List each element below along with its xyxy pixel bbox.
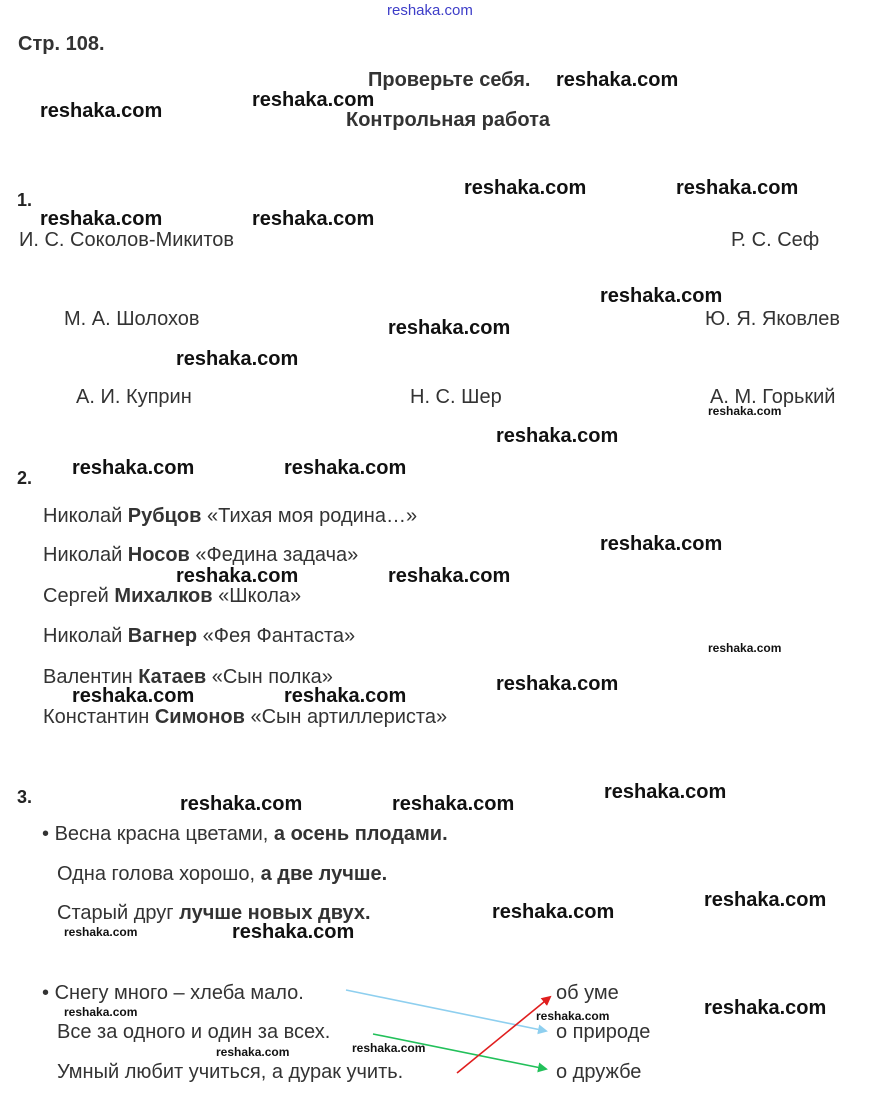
watermark: reshaka.com — [708, 641, 782, 655]
task3-number: 3. — [17, 787, 33, 807]
author-item: М. А. Шолохов — [64, 308, 200, 330]
author-first-name: Сергей — [43, 585, 115, 607]
proverb-start: Одна голова хорошо, — [57, 863, 261, 885]
bullet: • — [42, 823, 50, 845]
watermark: reshaka.com — [556, 69, 679, 91]
author-item: Н. С. Шер — [410, 386, 502, 408]
watermark: reshaka.com — [600, 533, 723, 555]
author-last-name: Катаев — [138, 666, 207, 688]
page-number: Стр. 108. — [18, 33, 105, 55]
watermark: reshaka.com — [496, 673, 619, 695]
watermark: reshaka.com — [392, 793, 515, 815]
match-right-item: о природе — [556, 1021, 651, 1043]
author-item: А. И. Куприн — [76, 386, 192, 408]
watermark: reshaka.com — [536, 1009, 610, 1023]
proverb-end: лучше новых двух. — [179, 902, 371, 924]
task2-number: 2. — [17, 468, 33, 488]
watermark: reshaka.com — [492, 901, 615, 923]
watermark: reshaka.com — [252, 208, 375, 230]
work-title: «Федина задача» — [189, 544, 359, 566]
match-right-item: об уме — [556, 982, 619, 1004]
watermark: reshaka.com — [704, 997, 827, 1019]
author-first-name: Валентин — [43, 666, 139, 688]
author-last-name: Михалков — [114, 585, 213, 607]
match-left-item: Умный любит учиться, а дурак учить. — [57, 1061, 404, 1083]
author-last-name: Рубцов — [127, 505, 202, 527]
watermark: reshaka.com — [704, 889, 827, 911]
author-first-name: Константин — [43, 706, 155, 728]
watermark: reshaka.com — [252, 89, 375, 111]
watermark: reshaka.com — [232, 921, 355, 943]
author-first-name: Николай — [43, 544, 128, 566]
watermark: reshaka.com — [176, 348, 299, 370]
heading-check-yourself: Проверьте себя. — [368, 69, 531, 91]
watermark: reshaka.com — [72, 685, 195, 707]
author-last-name: Носов — [127, 544, 190, 566]
match-left-item: Все за одного и один за всех. — [57, 1021, 331, 1043]
watermark: reshaka.com — [676, 177, 799, 199]
watermark: reshaka.com — [72, 457, 195, 479]
work-title: «Тихая моя родина…» — [201, 505, 418, 527]
author-first-name: Николай — [43, 505, 128, 527]
author-last-name: Вагнер — [127, 625, 198, 647]
watermark: reshaka.com — [352, 1041, 426, 1055]
author-first-name: Николай — [43, 625, 128, 647]
watermark: reshaka.com — [284, 685, 407, 707]
author-last-name: Симонов — [154, 706, 245, 728]
bullet: • — [42, 982, 50, 1004]
watermark: reshaka.com — [600, 285, 723, 307]
watermark: reshaka.com — [464, 177, 587, 199]
watermark: reshaka.com — [604, 781, 727, 803]
watermark: reshaka.com — [40, 100, 163, 122]
watermark: reshaka.com — [496, 425, 619, 447]
proverb-start: Старый друг — [57, 902, 180, 924]
site-watermark-top: reshaka.com — [387, 2, 473, 19]
watermark: reshaka.com — [284, 457, 407, 479]
author-item: А. М. Горький — [710, 386, 836, 408]
watermark: reshaka.com — [176, 565, 299, 587]
watermark: reshaka.com — [64, 1005, 138, 1019]
match-left-text: Снегу много – хлеба мало. — [54, 982, 304, 1004]
author-item: Ю. Я. Яковлев — [705, 308, 840, 330]
author-item: Р. С. Сеф — [731, 229, 820, 251]
watermark: reshaka.com — [708, 404, 782, 418]
watermark: reshaka.com — [216, 1045, 290, 1059]
proverb-end: а осень плодами. — [273, 823, 448, 845]
work-title: «Фея Фантаста» — [197, 625, 356, 647]
work-title: «Школа» — [212, 585, 302, 607]
proverb-start: Весна красна цветами, — [54, 823, 274, 845]
watermark: reshaka.com — [64, 925, 138, 939]
work-title: «Сын артиллериста» — [244, 706, 448, 728]
watermark: reshaka.com — [40, 208, 163, 230]
task1-number: 1. — [17, 190, 33, 210]
proverb-end: а две лучше. — [260, 863, 388, 885]
watermark: reshaka.com — [388, 565, 511, 587]
heading-test: Контрольная работа — [346, 109, 550, 131]
work-title: «Сын полка» — [206, 666, 333, 688]
match-right-item: о дружбе — [556, 1061, 642, 1083]
author-item: И. С. Соколов-Микитов — [19, 229, 235, 251]
watermark: reshaka.com — [180, 793, 303, 815]
watermark: reshaka.com — [388, 317, 511, 339]
